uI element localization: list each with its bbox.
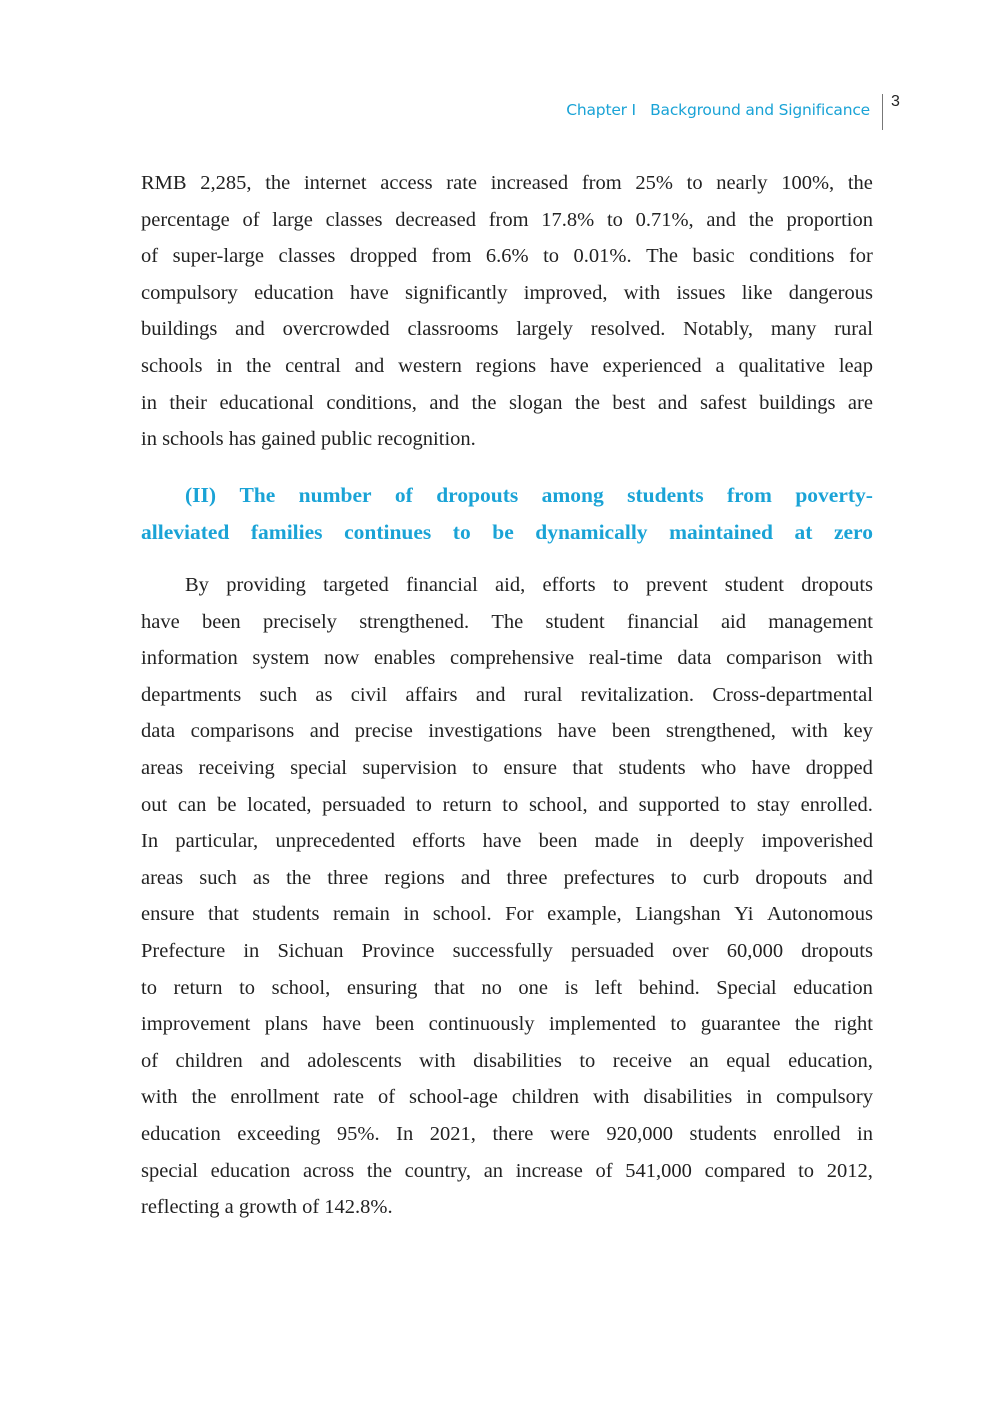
text-line: Prefecture in Sichuan Province successfully persuaded over 60,000 dropouts bbox=[141, 939, 873, 962]
text-line: compulsory education have significantly improved, with issues like dangerous bbox=[141, 281, 873, 304]
text-line: of super-large classes dropped from 6.6% to 0.01%. The basic conditions for bbox=[141, 245, 873, 268]
text-line: buildings and overcrowded classrooms largely resolved. Notably, many rural bbox=[141, 318, 873, 341]
chapter-label: Chapter I bbox=[566, 101, 636, 119]
text-line: areas receiving special supervision to ensure that students who have dropped bbox=[141, 756, 873, 779]
text-line: ensure that students remain in school. For example, Liangshan Yi Autonomous bbox=[141, 903, 873, 926]
header-divider bbox=[882, 94, 883, 130]
text-line: have been precisely strengthened. The student financial aid management bbox=[141, 610, 873, 633]
text-line: with the enrollment rate of school-age children with disabilities in compulsory bbox=[141, 1086, 873, 1109]
text-line: of children and adolescents with disabilities to receive an equal education, bbox=[141, 1049, 873, 1072]
text-line: to return to school, ensuring that no one is left behind. Special education bbox=[141, 976, 873, 999]
text-line: By providing targeted financial aid, efforts to prevent student dropouts bbox=[185, 574, 873, 596]
text-line: special education across the country, an increase of 541,000 compared to 2012, bbox=[141, 1159, 873, 1182]
chapter-title: Background and Significance bbox=[650, 101, 870, 119]
text-line: data comparisons and precise investigations have been strengthened, with key bbox=[141, 720, 873, 743]
text-line: schools in the central and western regions have experienced a qualitative leap bbox=[141, 354, 873, 377]
text-line: reflecting a growth of 142.8%. bbox=[141, 1196, 393, 1219]
text-line: RMB 2,285, the internet access rate increased from 25% to nearly 100%, the bbox=[141, 172, 873, 194]
text-line: education exceeding 95%. In 2021, there were 920,000 students enrolled in bbox=[141, 1122, 873, 1145]
text-line: in their educational conditions, and the slogan the best and safest buildings are bbox=[141, 391, 873, 414]
paragraph-1 bbox=[141, 165, 873, 458]
text-line: percentage of large classes decreased from 17.8% to 0.71%, and the proportion bbox=[141, 208, 873, 231]
text-line: in schools has gained public recognition. bbox=[141, 428, 476, 451]
text-line: out can be located, persuaded to return to school, and supported to stay enrolled. bbox=[141, 793, 873, 816]
text-line: areas such as the three regions and three prefectures to curb dropouts and bbox=[141, 866, 873, 889]
text-line: departments such as civil affairs and rural revitalization. Cross-departmental bbox=[141, 683, 873, 706]
page-number: 3 bbox=[891, 93, 900, 110]
text-line: information system now enables comprehensive real-time data comparison with bbox=[141, 647, 873, 670]
heading-line: alleviated families continues to be dynamically maintained at zero bbox=[141, 520, 873, 544]
section-heading bbox=[141, 477, 873, 551]
text-line: improvement plans have been continuously implemented to guarantee the right bbox=[141, 1013, 873, 1036]
heading-line: (II) The number of dropouts among students from poverty- bbox=[185, 483, 873, 507]
text-line: In particular, unprecedented efforts have been made in deeply impoverished bbox=[141, 830, 873, 853]
paragraph-2 bbox=[141, 567, 873, 1226]
running-header bbox=[566, 101, 870, 119]
